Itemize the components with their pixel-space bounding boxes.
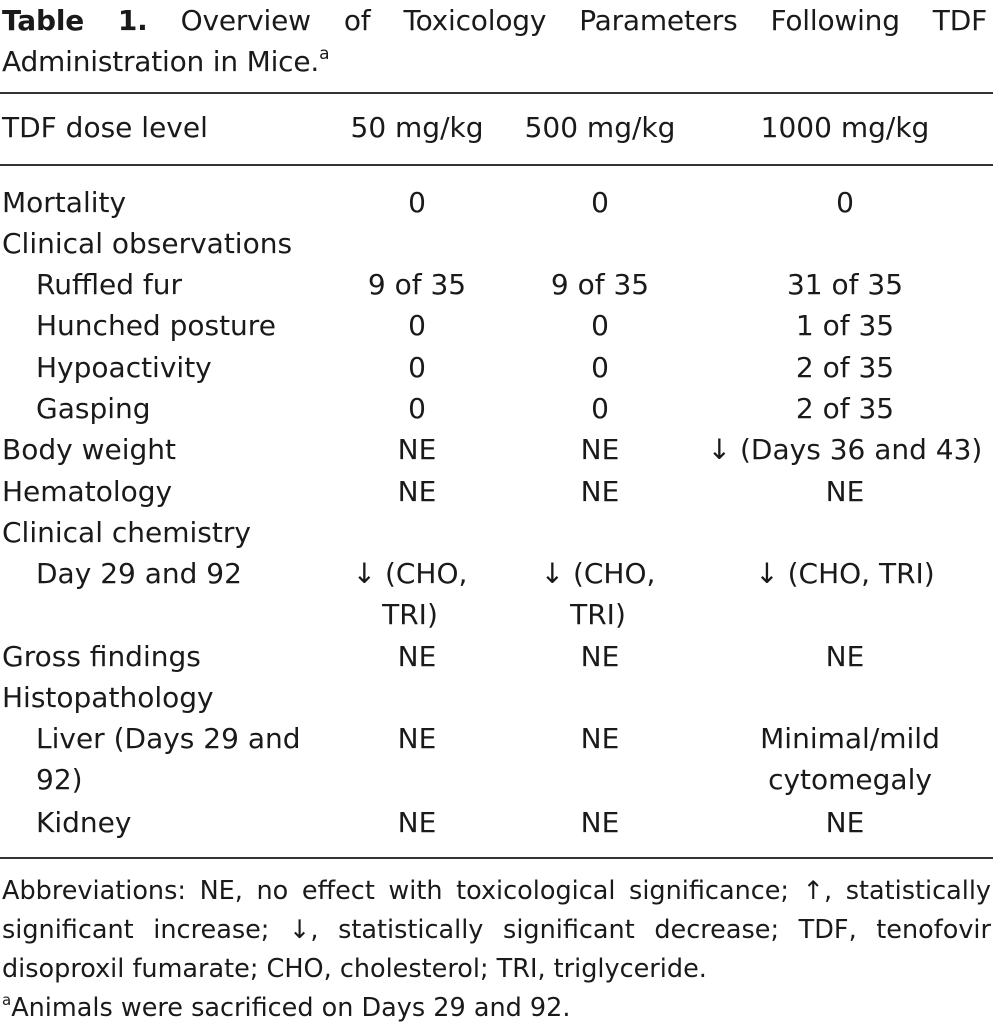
header-500-mgkg: 500 mg/kg bbox=[524, 111, 676, 144]
row-label: Kidney bbox=[36, 806, 132, 839]
footnote-marker: a bbox=[2, 991, 12, 1009]
row-label: Hypoactivity bbox=[36, 351, 212, 384]
row-label: Day 29 and 92 bbox=[36, 557, 242, 590]
row-label: Clinical chemistry bbox=[2, 516, 251, 549]
table-cell: ↓ (CHO, TRI) bbox=[352, 557, 468, 631]
row-label: Ruffled fur bbox=[36, 268, 183, 301]
table-cell: 2 of 35 bbox=[795, 351, 895, 384]
abbreviations-footnote: Abbreviations: NE, no effect with toxicological significance; ↑, statistically significant increase; ↓, statistically significant decrease; TDF, tenofovir disoproxil fumarate; CHO, cholesterol; TRI, triglyceride. bbox=[2, 876, 991, 984]
row-label: Histopathology bbox=[2, 681, 214, 714]
row-label: Mortality bbox=[2, 186, 127, 219]
table-cell: NE bbox=[825, 640, 865, 673]
row-label: Liver (Days 29 and 92) bbox=[36, 722, 301, 796]
table-cell: 9 of 35 bbox=[550, 268, 650, 301]
header-dose-level: TDF dose level bbox=[2, 111, 208, 144]
table-header-rule bbox=[0, 164, 993, 166]
row-label: Hematology bbox=[2, 475, 173, 508]
table-cell: NE bbox=[580, 806, 620, 839]
table-cell: 0 bbox=[591, 351, 609, 384]
caption-footnote-marker: a bbox=[319, 44, 330, 64]
table-cell: NE bbox=[397, 806, 437, 839]
row-label: Gross findings bbox=[2, 640, 201, 673]
sacrifice-footnote bbox=[2, 989, 991, 1028]
table-cell: NE bbox=[825, 475, 865, 508]
table-cell: NE bbox=[580, 475, 620, 508]
table-cell: ↓ (CHO, TRI) bbox=[755, 557, 935, 590]
table-cell: NE bbox=[825, 806, 865, 839]
footnote-text: Animals were sacrificed on Days 29 and 92. bbox=[11, 993, 571, 1023]
table-label: Table 1. bbox=[2, 4, 148, 37]
table-cell: 0 bbox=[591, 186, 609, 219]
table-cell: NE bbox=[397, 722, 437, 755]
table-bottom-rule bbox=[0, 857, 993, 859]
table-cell: NE bbox=[580, 722, 620, 755]
table-cell: NE bbox=[580, 433, 620, 466]
table-cell: NE bbox=[580, 640, 620, 673]
table-cell: 0 bbox=[408, 392, 426, 425]
table-cell: NE bbox=[397, 475, 437, 508]
table-cell: 1 of 35 bbox=[795, 309, 895, 342]
row-label: Hunched posture bbox=[36, 309, 276, 342]
table-cell: 0 bbox=[408, 309, 426, 342]
table-caption bbox=[2, 0, 987, 82]
row-label: Clinical observations bbox=[2, 227, 293, 260]
table-footnotes bbox=[2, 872, 991, 1028]
table-cell: 0 bbox=[591, 392, 609, 425]
header-50-mgkg: 50 mg/kg bbox=[350, 111, 484, 144]
table-cell: ↓ (Days 36 and 43) bbox=[707, 433, 983, 466]
table-cell: 0 bbox=[408, 186, 426, 219]
table-cell: NE bbox=[397, 640, 437, 673]
table-cell: 0 bbox=[836, 186, 854, 219]
table-cell: 31 of 35 bbox=[786, 268, 904, 301]
table-cell: 0 bbox=[408, 351, 426, 384]
row-label: Gasping bbox=[36, 392, 151, 425]
header-1000-mgkg: 1000 mg/kg bbox=[760, 111, 930, 144]
table-cell: NE bbox=[397, 433, 437, 466]
table-cell: Minimal/mild cytomegaly bbox=[760, 722, 940, 796]
row-label: Body weight bbox=[2, 433, 176, 466]
table-cell: ↓ (CHO, TRI) bbox=[540, 557, 656, 631]
table-cell: 0 bbox=[591, 309, 609, 342]
table-cell: 2 of 35 bbox=[795, 392, 895, 425]
table-title: Overview of Toxicology Parameters Following TDF Administration in Mice. bbox=[2, 4, 987, 78]
table-cell: 9 of 35 bbox=[367, 268, 467, 301]
table-top-rule bbox=[0, 92, 993, 94]
